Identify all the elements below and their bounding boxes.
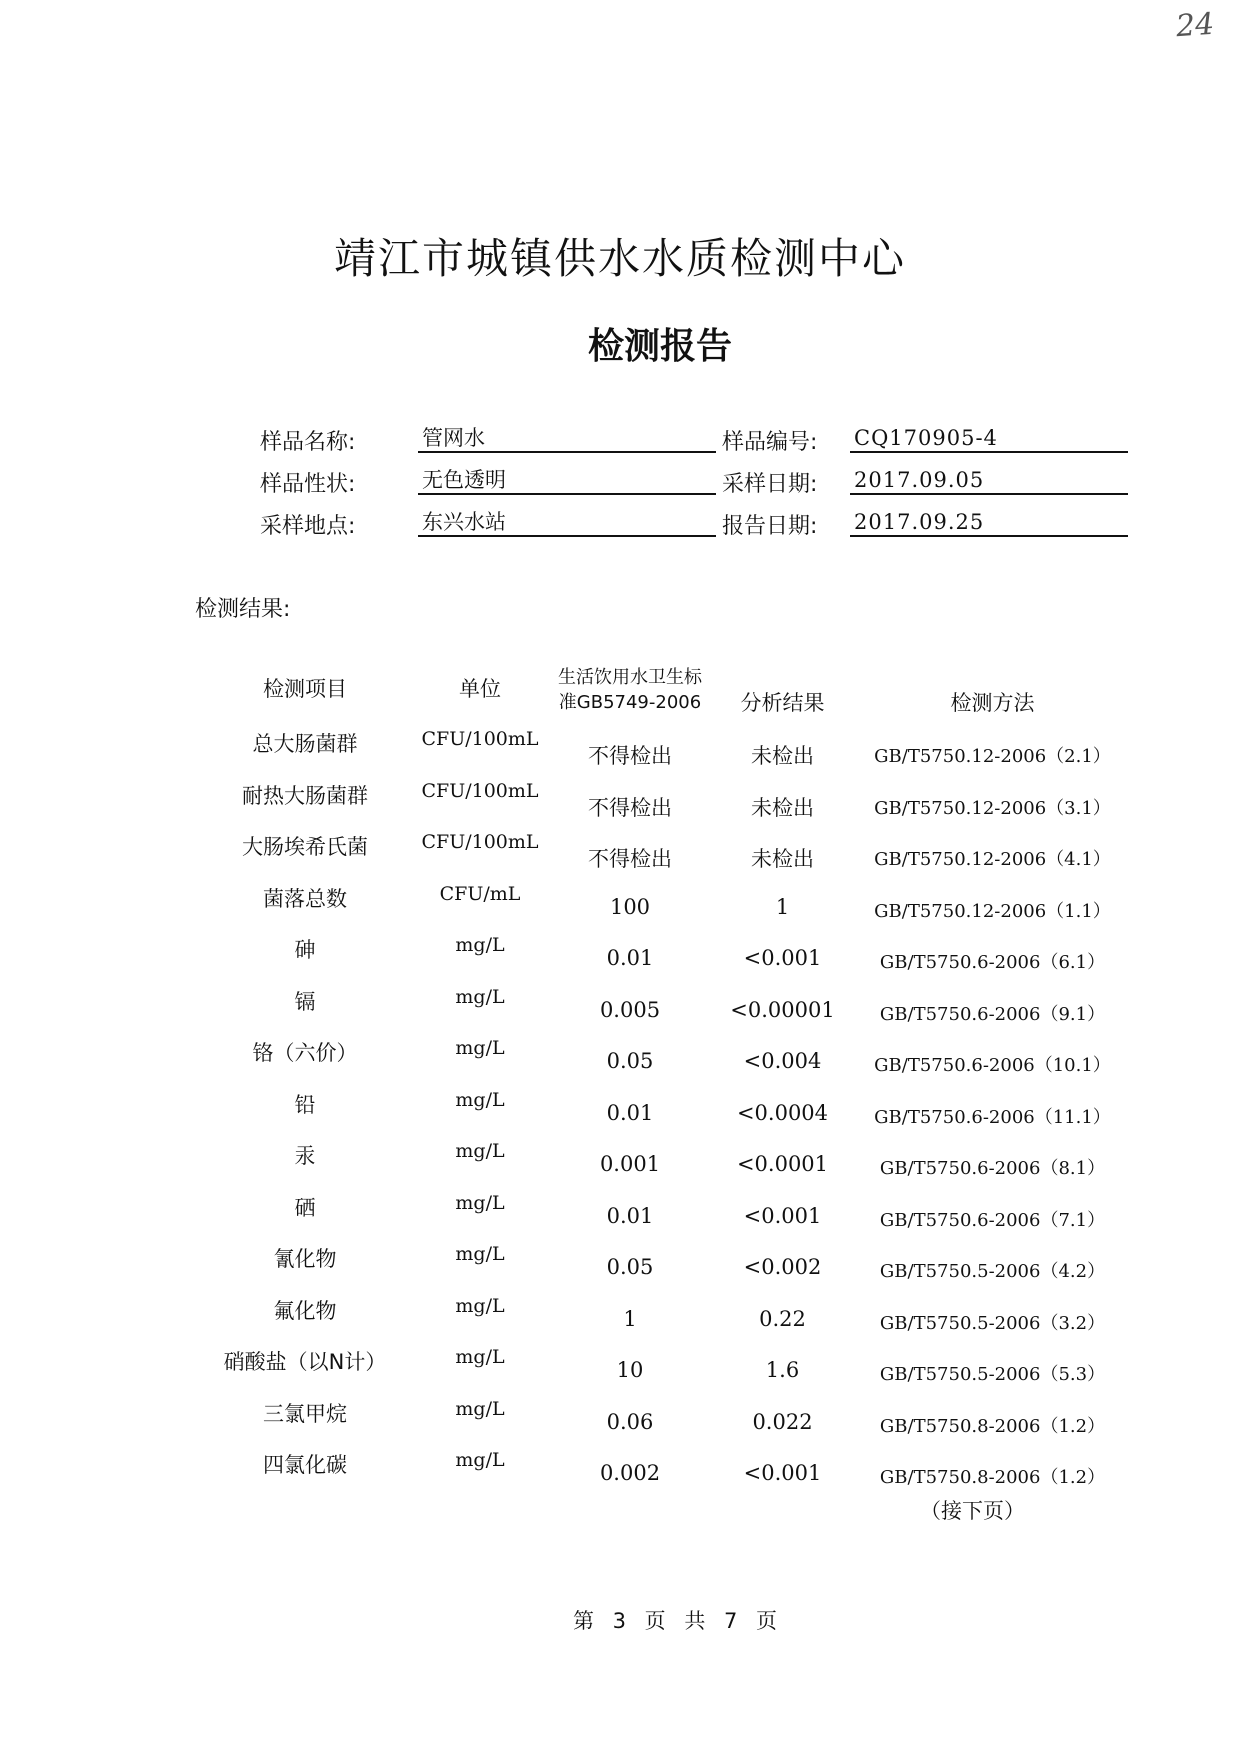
cell-method: GB/T5750.5-2006（5.3） xyxy=(879,1364,1106,1385)
cell-result: 1 xyxy=(775,894,790,919)
cell-result: 0.22 xyxy=(759,1306,806,1331)
cell-result: 1.6 xyxy=(765,1358,800,1382)
cell-method: GB/T5750.5-2006（3.2） xyxy=(879,1312,1106,1334)
cell-result: <0.001 xyxy=(743,946,822,970)
header-standard-line2: 准GB5749-2006 xyxy=(558,692,702,713)
header-method: 检测方法 xyxy=(950,691,1035,715)
cell-unit: mg/L xyxy=(455,1243,505,1265)
cell-method: GB/T5750.6-2006（9.1） xyxy=(879,1003,1106,1025)
cell-unit: mg/L xyxy=(455,1037,505,1059)
cell-item: 总大肠菌群 xyxy=(252,732,358,756)
results-section-label: 检测结果: xyxy=(195,597,291,622)
cell-method: GB/T5750.6-2006（11.1） xyxy=(874,1106,1111,1128)
cell-item: 四氯化碳 xyxy=(263,1453,347,1477)
cell-unit: mg/L xyxy=(455,1088,505,1111)
cell-item: 耐热大肠菌群 xyxy=(242,783,368,808)
sample-appearance-value: 无色透明 xyxy=(418,465,716,495)
cell-item: 硒 xyxy=(294,1195,316,1220)
sample-code-value: CQ170905-4 xyxy=(850,423,1128,453)
cell-standard: 0.01 xyxy=(606,1203,654,1228)
cell-standard: 100 xyxy=(609,894,651,919)
cell-standard: 0.06 xyxy=(606,1409,654,1434)
cell-method: GB/T5750.5-2006（4.2） xyxy=(879,1261,1106,1282)
sample-code-label: 样品编号: xyxy=(722,430,818,455)
cell-unit: mg/L xyxy=(455,1449,505,1471)
cell-item: 三氯甲烷 xyxy=(263,1401,347,1426)
cell-standard: 0.01 xyxy=(606,1100,654,1125)
cell-unit: CFU/100mL xyxy=(421,831,539,853)
cell-standard: 0.05 xyxy=(606,1049,654,1073)
cell-result: <0.001 xyxy=(743,1461,822,1485)
report-date-label: 报告日期: xyxy=(722,514,818,539)
header-result: 分析结果 xyxy=(740,691,825,715)
cell-unit: mg/L xyxy=(455,1140,505,1162)
sample-name-label: 样品名称: xyxy=(260,430,356,455)
cell-method: GB/T5750.12-2006（1.1） xyxy=(874,900,1111,922)
header-item: 检测项目 xyxy=(263,677,347,701)
cell-item: 铅 xyxy=(294,1092,316,1117)
cell-unit: mg/L xyxy=(455,934,505,956)
cell-item: 氰化物 xyxy=(273,1247,337,1271)
cell-result: <0.004 xyxy=(743,1049,822,1073)
cell-item: 氟化物 xyxy=(273,1298,337,1323)
cell-item: 镉 xyxy=(294,989,316,1014)
cell-item: 汞 xyxy=(294,1144,316,1168)
cell-standard: 0.01 xyxy=(606,946,654,970)
header-standard-line1: 生活饮用水卫生标 xyxy=(558,667,702,688)
cell-result: <0.001 xyxy=(743,1203,822,1228)
cell-method: GB/T5750.6-2006（8.1） xyxy=(879,1158,1106,1179)
cell-standard: 不得检出 xyxy=(588,847,672,871)
cell-method: GB/T5750.12-2006（4.1） xyxy=(874,849,1111,870)
sampling-location-label: 采样地点: xyxy=(260,514,356,539)
sample-name-value: 管网水 xyxy=(418,423,716,453)
cell-standard: 0.002 xyxy=(599,1461,661,1485)
cell-standard: 0.05 xyxy=(606,1255,654,1279)
cell-result: 未检出 xyxy=(751,795,814,820)
cell-unit: CFU/100mL xyxy=(421,779,539,802)
cell-result: 0.022 xyxy=(752,1409,813,1434)
cell-result: 未检出 xyxy=(751,744,814,768)
cell-result: <0.00001 xyxy=(730,997,835,1022)
handwritten-page-mark: 24 xyxy=(1174,6,1216,45)
sampling-location-value: 东兴水站 xyxy=(418,507,716,537)
cell-unit: mg/L xyxy=(455,1294,505,1317)
cell-unit: CFU/mL xyxy=(439,882,521,905)
organization-title: 靖江市城镇供水水质检测中心 xyxy=(333,234,906,283)
cell-result: <0.0001 xyxy=(736,1152,829,1176)
cell-item: 大肠埃希氏菌 xyxy=(242,835,368,859)
cell-unit: CFU/100mL xyxy=(421,728,539,750)
report-title: 检测报告 xyxy=(587,326,732,367)
cell-standard: 1 xyxy=(623,1306,637,1331)
cell-method: GB/T5750.8-2006（1.2） xyxy=(879,1415,1106,1437)
cell-standard: 0.001 xyxy=(599,1152,661,1176)
cell-method: GB/T5750.6-2006（7.1） xyxy=(879,1209,1106,1231)
cell-item: 铬（六价） xyxy=(252,1041,358,1065)
cell-standard: 不得检出 xyxy=(588,795,672,820)
page-footer: 第 3 页 共 7 页 xyxy=(572,1609,778,1633)
cell-method: GB/T5750.12-2006（3.1） xyxy=(874,797,1111,819)
cell-result: 未检出 xyxy=(751,847,814,871)
cell-item: 硝酸盐（以N计） xyxy=(223,1350,387,1374)
cell-standard: 0.005 xyxy=(599,997,661,1022)
cell-item: 菌落总数 xyxy=(263,886,347,911)
cell-item: 砷 xyxy=(294,938,316,962)
cell-result: <0.002 xyxy=(743,1255,822,1279)
cell-method: GB/T5750.8-2006（1.2） xyxy=(879,1467,1106,1488)
cell-unit: mg/L xyxy=(455,1397,505,1420)
sampling-date-value: 2017.09.05 xyxy=(850,465,1128,495)
sampling-date-label: 采样日期: xyxy=(722,472,818,497)
cell-method: GB/T5750.6-2006（6.1） xyxy=(879,952,1106,973)
report-date-value: 2017.09.25 xyxy=(850,507,1128,537)
cell-unit: mg/L xyxy=(455,1346,505,1368)
cell-result: <0.0004 xyxy=(736,1100,829,1125)
cell-standard: 不得检出 xyxy=(588,744,672,768)
cell-standard: 10 xyxy=(616,1358,644,1382)
cell-method: GB/T5750.12-2006（2.1） xyxy=(874,746,1111,767)
cell-unit: mg/L xyxy=(455,1191,505,1214)
header-unit: 单位 xyxy=(459,677,501,701)
cell-unit: mg/L xyxy=(455,985,505,1008)
continued-note: （接下页） xyxy=(920,1499,1025,1523)
sample-appearance-label: 样品性状: xyxy=(260,472,356,497)
cell-method: GB/T5750.6-2006（10.1） xyxy=(874,1055,1111,1076)
